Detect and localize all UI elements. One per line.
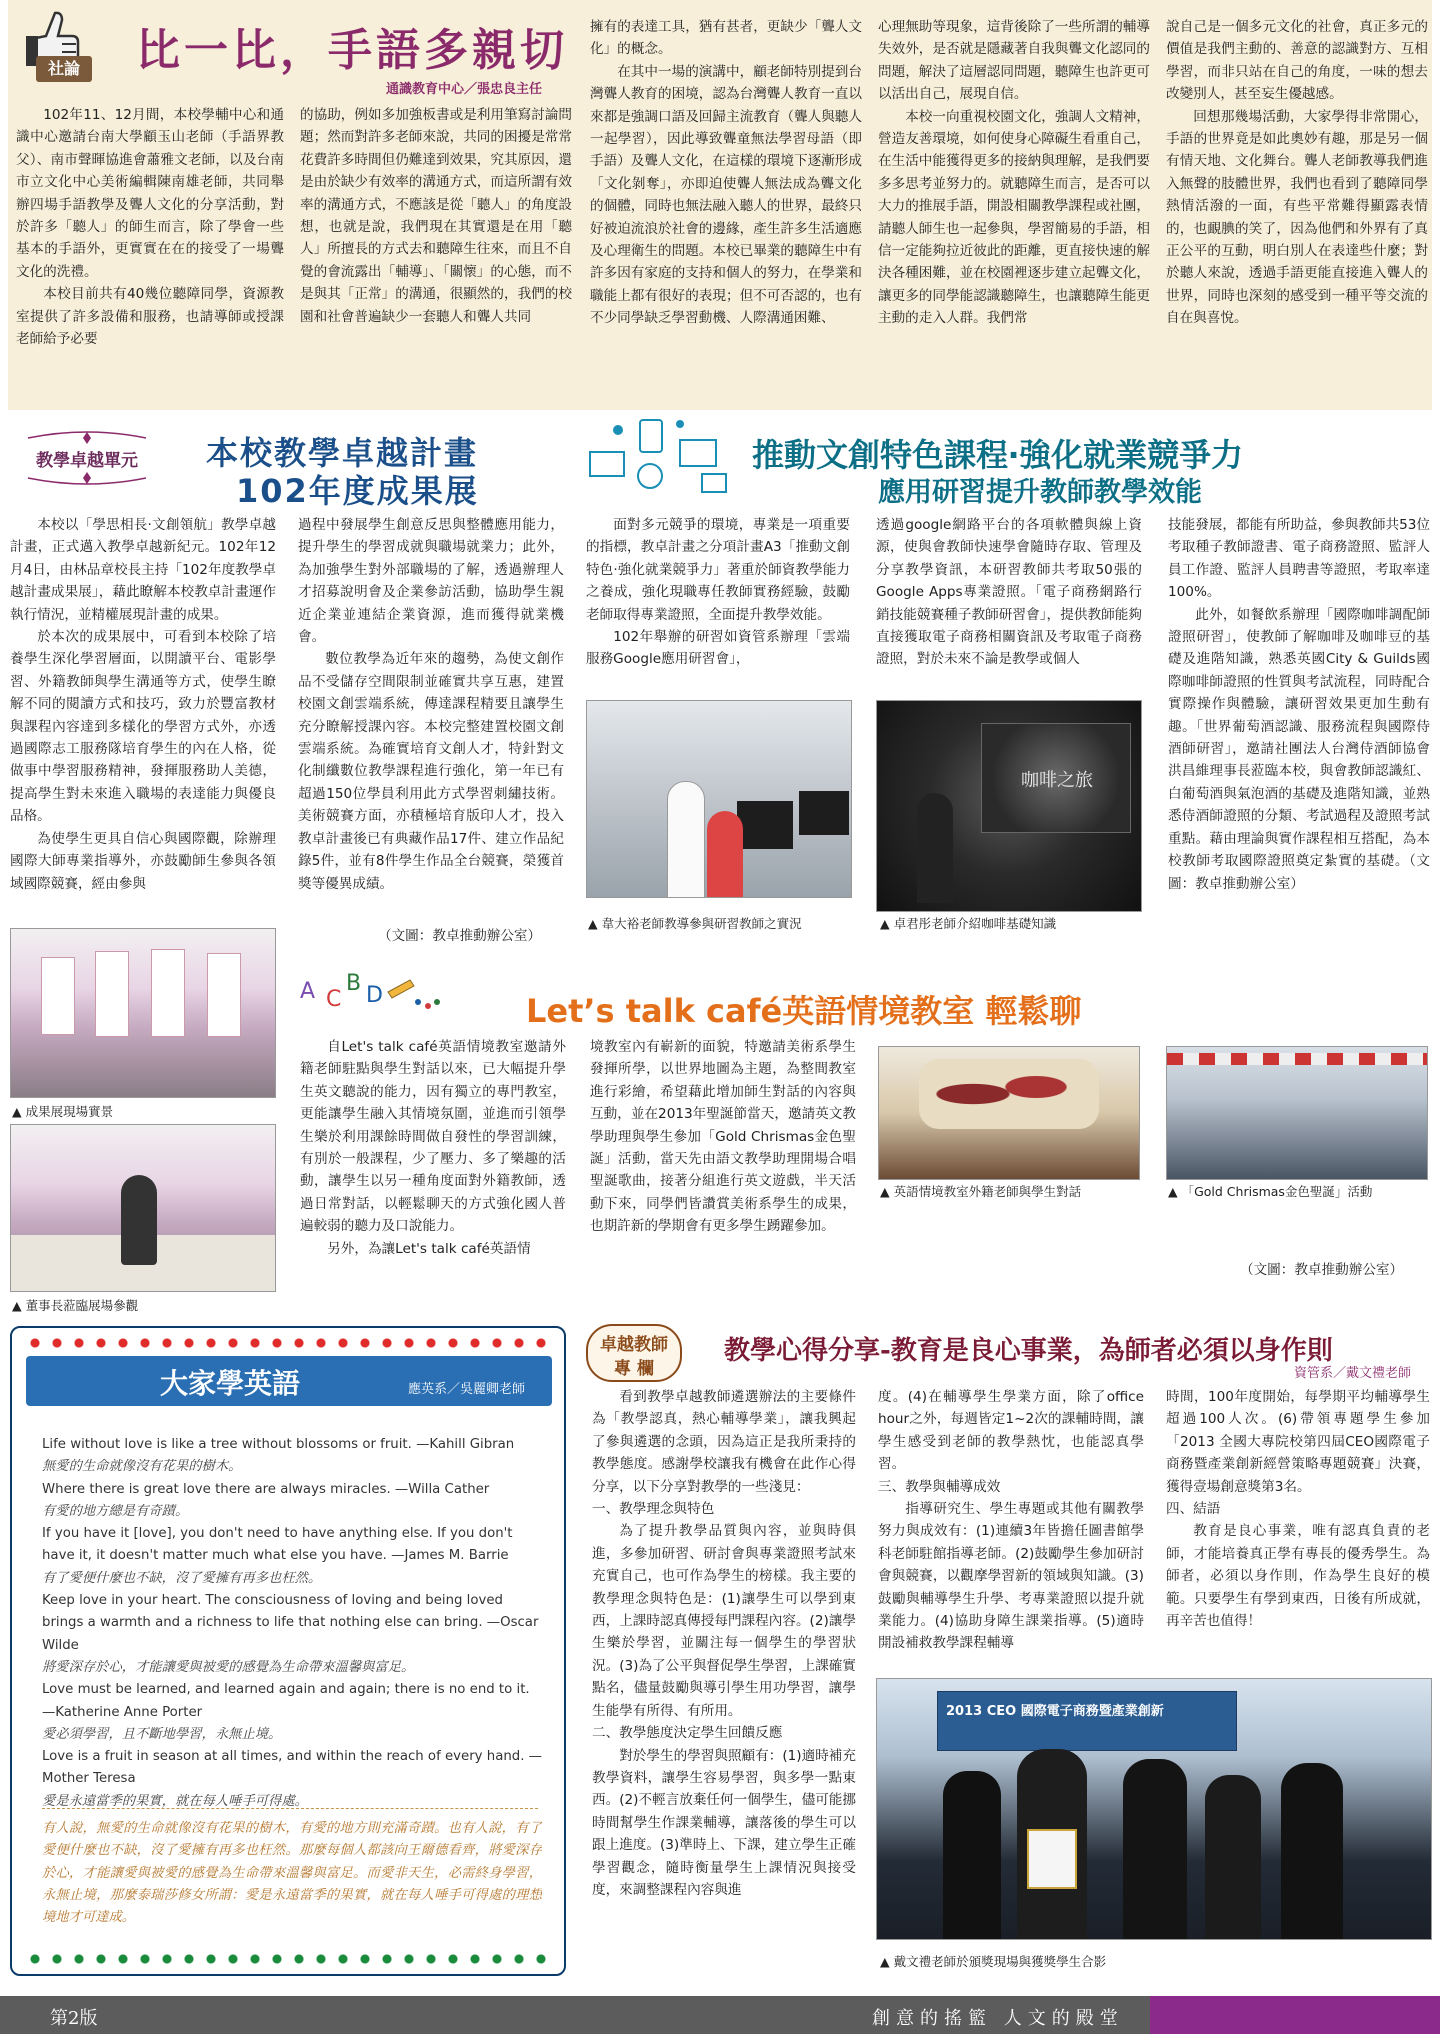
cafe-col2-text: 境教室內有嶄新的面貌，特邀請美術系學生發揮所學，以世界地圖為主題，為整間教室進行彩繪，希望藉此增加師生對話的內容與互動，並在2013年聖誕節當天，邀請英文教學助理與學生參加「Gold Chrismas金色聖誕」活動，當天先由語文教學助理開場合唱聖誕歌曲，接著分組進行英文遊戲，半天活動下來，同學們皆讚賞美術系學生的成果，也期許新的學期會有更多學生踴躍參加。 xyxy=(590,1039,856,1235)
editorial-col3-p2: 在其中一場的演講中，顧老師特別提到台灣聾人教育的困境，認為台灣聾人教育一直以來都是強調口語及回歸主流教育（聾人與聽人一起學習），因此導致聾童無法學習母語（即手語）及聾人文化，在這樣的環境下逐漸形成「文化剝奪」，亦即迫使聾人無法成為聾文化的個體，同時也無法融入聽人的世界，最終只好被迫流浪於社會的邊緣，產生許多生活適應及心理衛生的問題。本校已畢業的聽障生中有許多因有家庭的支持和個人的努力，在學業和職能上都有很好的表現；但不可否認的，也有不少同學缺乏學習動機、人際溝通困難、 xyxy=(590,63,862,327)
christmas-party-photo xyxy=(1166,1046,1428,1180)
world-map-mural xyxy=(919,1059,1099,1129)
english-title: 大家學英語 xyxy=(160,1367,301,1400)
teacher-col1-p2: 為了提升教學品質與內容，並與時俱進，多參加研習、研討會與專業證照考試來充實自己，也可作為學生的榜樣。我主要的教學理念與特色是：(1)讓學生可以學到東西，上課時認真傳授每門課程內容。(2)讓學生樂於學習，並關注每一個學生的學習狀況。(3)為了公平與督促學生學習，上課確實點名，儘量鼓勵與導引學生用功學習，讓學生能學有所得、有所用。 xyxy=(592,1523,856,1719)
exhibition-board-4 xyxy=(207,953,241,1037)
english-classroom-photo xyxy=(878,1046,1140,1180)
quote-4-en: Keep love in your heart. The consciousness of loving and being loved brings a warmth and a richness to life that nothing else can bring. —Oscar Wilde xyxy=(42,1593,539,1653)
excellence-col1-p3: 為使學生更具自信心與國際觀，除辦理國際大師專業指導外，亦鼓勵師生參與各領域國際競賽，經由參與 xyxy=(10,830,276,892)
editorial-col4 xyxy=(878,16,1150,396)
editorial-col1 xyxy=(16,104,284,394)
chairman-visit-photo xyxy=(10,1124,276,1292)
excellence-col2-p1: 過程中發展學生創意反思與整體應用能力，提升學生的學習成就與職場就業力；此外，為加強學生對外部職場的了解，透過辦理人才招募說明會及企業參訪活動，協助學生親近企業並連結企業資源，進而獲得就業機會。 xyxy=(298,517,564,646)
excellence-title-line1: 本校教學卓越計畫 xyxy=(206,434,479,472)
editorial-col1-p1: 102年11、12月間，本校學輔中心和通識中心邀請台南大學顧玉山老師（手語界教父）、南市聲暉協進會蕭雅文老師，以及台南市立文化中心美術編輯陳南雄老師，共同舉辦四場手語教學及聾人文化的分享活動，對於許多「聽人」的師生而言，除了學會一些基本的手語外，更實實在在的接受了一場聾文化的洗禮。 xyxy=(16,107,284,280)
editorial-col1-p2: 本校目前共有40幾位聽障同學，資源教室提供了許多設備和服務，也請導師或授課老師給予必要 xyxy=(16,286,284,348)
english-byline: 應英系／吳麗卿老師 xyxy=(408,1382,526,1397)
english-summary: 有人說，無愛的生命就像沒有花果的樹木，有愛的地方則充滿奇蹟。也有人說，有了愛便什麼也不缺，沒了愛擁有再多也枉然。那麼每個人都該向王爾德看齊，將愛深存於心，才能讓愛與被愛的感覺為生命帶來溫馨與富足。而愛非天生，必需終身學習，永無止境，那麼泰瑞莎修女所謂：愛是永遠當季的果實，就在每人唾手可得處的理想境地才可達成。 xyxy=(42,1821,542,1926)
excellence-col1-p2: 於本次的成果展中，可看到本校除了培養學生深化學習層面，以開讀平台、電影學習、外籍教師與學生溝通等方式，使學生瞭解不同的閱讀方式和技巧，致力於豐富教材與課程內容達到多樣化的學習方式外，亦透過國際志工服務隊培育學生的內在人格，從做事中學習服務精神，發揮服務助人美德，提高學生對未來進入職場的表達能力與優良品格。 xyxy=(10,629,276,825)
editorial-title: 比一比，手語多親切 xyxy=(136,25,568,76)
cafe-credit: （文圖：教卓推動辦公室） xyxy=(1240,1262,1404,1278)
teacher-col3-p2: 教育是良心事業，唯有認真負責的老師，才能培養真正學有專長的優秀學生。為師者，必須以身作則，作為學生良好的模範。只要學生有學到東西，日後有所成就，再辛苦也值得！ xyxy=(1166,1523,1430,1630)
editorial-col3 xyxy=(590,16,862,396)
computer-lab-caption: ▲ 韋大裕老師教導參與研習教師之實況 xyxy=(588,916,802,931)
exhibition-board-3 xyxy=(151,949,185,1037)
english-divider xyxy=(42,1808,538,1809)
quote-1-en: Life without love is like a tree without blossoms or fruit. —Kahill Gibran xyxy=(42,1437,515,1452)
svg-text:C: C xyxy=(326,987,342,1012)
teacher-badge xyxy=(586,1324,682,1382)
excellence-unit-badge xyxy=(22,430,152,486)
teacher-section xyxy=(580,1316,1440,1996)
excellence-col2 xyxy=(298,514,564,924)
editorial-col5 xyxy=(1166,16,1428,396)
teacher-col1-h1: 一、教學理念與特色 xyxy=(592,1501,715,1518)
editorial-col5-p2: 回想那幾場活動，大家學得非常開心，手語的世界竟是如此奧妙有趣，那是另一個有情天地、文化舞台。聾人老師教導我們進入無聲的肢體世界，我們也看到了聽障同學熱情活潑的一面，有些平常難得顯露表情的，也靦腆的笑了，因為他們和外界有了真正公平的互動，明白別人在表達些什麼；對於聽人來說，透過手語更能直接進入聾人的世界，同時也深刻的感受到一種平等交流的自在與喜悅。 xyxy=(1166,108,1428,327)
teacher-byline: 資管系／戴文禮老師 xyxy=(1294,1366,1412,1381)
coffee-slide xyxy=(981,723,1131,833)
editorial-section xyxy=(8,0,1432,410)
devices-icon xyxy=(584,414,740,500)
editorial-col2-text: 的協助，例如多加強板書或是利用筆寫討論問題；然而對許多老師來說，共同的困擾是常常花費許多時間但仍難達到效果，究其原因，還是由於缺少有效率的溝通方式，而這所謂有效率的溝通方式，不應該是從「聽人」的角度設想，也就是說，我們現在其實還是在用「聽人」所擅長的方式去和聽障生往來，而且不自覺的會流露出「輔導」、「關懷」的心態，而不是與其「正常」的溝通，很顯然的，我們的校園和社會普遍缺少一套聽人和聾人共同 xyxy=(300,107,572,325)
culture-col1 xyxy=(586,514,850,696)
chairman-visit-caption: ▲ 董事長蒞臨展場參觀 xyxy=(12,1298,139,1313)
teacher-col3-p1: 時間，100年度開始，每學期平均輔導學生超過100人次。(6)帶領專題學生參加「2013 全國大專院校第四屆CEO國際電子商務暨產業創新經營策略專題競賽」決賽，獲得壹場創意獎第3名。 xyxy=(1166,1389,1430,1495)
exhibition-photo xyxy=(10,928,276,1098)
culture-col1-p1: 面對多元競爭的環境，專業是一項重要的指標，教卓計畫之分項計畫A3「推動文創特色‧強化就業競爭力」著重於師資教學能力之養成，強化現職專任教師實務經驗，鼓勵老師取得專業證照，全面提升教學效能。 xyxy=(586,517,850,623)
exhibition-photo-caption: ▲ 成果展現場實景 xyxy=(12,1104,114,1119)
english-quotes xyxy=(42,1434,542,1809)
cafe-col1-text: 自Let's talk café英語情境教室邀請外籍老師駐點與學生對話以來，已大幅提升學生英文聽說的能力，因有獨立的專門教室，更能讓學生融入其情境氛圍，並進而引領學生樂於利用課餘時間做自發性的學習訓練，有別於一般課程，少了壓力、多了樂趣的活動，讓學生以另一種角度面對外籍教師，透過日常對話，以輕鬆聊天的方式強化國人普遍較弱的聽力及口說能力。 xyxy=(300,1039,566,1235)
christmas-decor xyxy=(1167,1053,1428,1065)
teacher-badge-line1: 卓越教師 xyxy=(600,1335,668,1355)
culture-col3 xyxy=(1168,514,1430,934)
teacher-col2-p2: 指導研究生、學生專題或其他有關教學努力與成效有：(1)連續3年皆擔任圖書館學科老師駐館指導老師。(2)鼓勵學生參加研討會與競賽，以觀摩學習新的領域與知識。(3)鼓勵與輔導學生升學、考專業證照以提升就業能力。(4)協助身障生課業指導。(5)適時開設補救教學課程輔導 xyxy=(878,1501,1144,1652)
editorial-byline: 通識教育中心／張忠良主任 xyxy=(386,82,543,97)
editorial-col2 xyxy=(300,104,572,394)
cafe-section xyxy=(290,960,1440,1310)
culture-col2-text: 透過google網路平台的各項軟體與線上資源，使與會教師快速學會隨時存取、管理及分享教學資訊，本研習教師共考取50張的Google Apps專業證照。「電子商務網路行銷技能競賽種子教師研習會」，提供教師能夠直接獲取電子商務相關資訊及考取電子商務證照，對於未來不論是教學或個人 xyxy=(876,517,1142,668)
svg-text:B: B xyxy=(346,971,362,996)
award-photo-caption: ▲ 戴文禮老師於頒獎現場與獲獎學生合影 xyxy=(880,1954,1107,1969)
teacher-col3 xyxy=(1166,1386,1430,1658)
culture-section xyxy=(580,410,1440,940)
excellence-unit-label: 教學卓越單元 xyxy=(36,451,138,471)
cafe-title: Let’s talk café英語情境教室 輕鬆聊 xyxy=(526,992,1082,1030)
cafe-col1 xyxy=(300,1036,566,1304)
award-person-1 xyxy=(943,1771,1001,1940)
english-box xyxy=(10,1326,566,1976)
footer-accent xyxy=(1150,1996,1440,2034)
excellence-credit: （文圖：教卓推動辦公室） xyxy=(378,928,542,944)
coffee-lecture-photo xyxy=(876,700,1142,912)
computer-lab-photo xyxy=(586,700,852,898)
culture-col3-p1: 技能發展，都能有所助益，參與教師共53位考取種子教師證書、電子商務證照、監評人員工作證、監評人員聘書等證照，考取率達100%。 xyxy=(1168,517,1430,601)
award-banner xyxy=(937,1691,1237,1751)
coffee-lecturer xyxy=(917,793,953,903)
teacher-col2-h1: 三、教學與輔導成效 xyxy=(878,1478,1001,1495)
quote-2-en: Where there is great love there are always miracles. —Willa Cather xyxy=(42,1481,490,1497)
computer-lab-monitor-2 xyxy=(799,791,849,835)
culture-title: 推動文創特色課程‧強化就業競爭力 xyxy=(752,436,1244,474)
english-title-bar xyxy=(26,1356,552,1406)
footer-motto: 創意的搖籃 人文的殿堂 xyxy=(872,2008,1124,2029)
exhibition-board-2 xyxy=(95,951,129,1037)
award-certificate xyxy=(1027,1829,1077,1889)
computer-lab-teacher xyxy=(667,781,705,898)
computer-lab-monitor-1 xyxy=(737,801,793,849)
culture-subtitle: 應用研習提升教師教學效能 xyxy=(878,477,1202,508)
editorial-col4-p1: 心理無助等現象，這背後除了一些所謂的輔導失效外，是否就是隱藏著自我與聾文化認同的問題，解決了這層認同問題，聽障生也許更可以活出自己，展現自信。 xyxy=(878,19,1150,103)
footer-bar xyxy=(0,1996,1440,2034)
coffee-slide-text: 咖啡之旅 xyxy=(1021,770,1093,791)
award-photo xyxy=(876,1678,1432,1940)
award-banner-text: 2013 CEO 國際電子商務暨產業創新 xyxy=(946,1704,1164,1719)
christmas-party-caption: ▲ 「Gold Chrismas金色聖誕」活動 xyxy=(1168,1184,1373,1199)
quote-6-zh: 愛是永遠當季的果實，就在每人唾手可得處。 xyxy=(42,1793,308,1809)
abcd-doodle-icon xyxy=(292,962,442,1018)
quote-3-zh: 有了愛便什麼也不缺，沒了愛擁有再多也枉然。 xyxy=(42,1570,322,1586)
quote-4-zh: 將愛深存於心，才能讓愛與被愛的感覺為生命帶來溫馨與富足。 xyxy=(42,1659,415,1675)
computer-lab-student xyxy=(707,811,743,898)
page-number: 第2版 xyxy=(50,2008,98,2029)
quote-2-zh: 有愛的地方總是有奇蹟。 xyxy=(42,1503,189,1519)
english-classroom-caption: ▲ 英語情境教室外籍老師與學生對話 xyxy=(880,1184,1082,1199)
english-dots-top xyxy=(24,1336,554,1350)
award-person-5 xyxy=(1281,1763,1343,1940)
quote-5-en: Love must be learned, and learned again and again; there is no end to it. —Katherine Anne Porter xyxy=(42,1682,530,1720)
cafe-col2 xyxy=(590,1036,856,1296)
exhibition-board-1 xyxy=(41,957,75,1035)
editorial-tag: 社論 xyxy=(36,56,92,82)
quote-6-en: Love is a fruit in season at all times, and within the reach of every hand. —Mother Teresa xyxy=(42,1749,542,1787)
culture-col1-p2: 102年舉辦的研習如資管系辦理「雲端服務Google應用研習會」， xyxy=(586,629,850,668)
quote-3-en: If you have it [love], you don't need to have anything else. If you don't have it, it doesn't matter much what else you have. —James M. Barrie xyxy=(42,1526,513,1564)
cafe-col1-tail: 另外，為讓Let's talk café英語情 xyxy=(327,1240,531,1257)
culture-col2 xyxy=(876,514,1142,696)
teacher-col1 xyxy=(592,1386,856,1932)
coffee-lecture-caption: ▲ 卓君彤老師介紹咖啡基礎知識 xyxy=(880,916,1057,931)
quote-1-zh: 無愛的生命就像沒有花果的樹木。 xyxy=(42,1459,242,1475)
quote-5-zh: 愛必須學習，且不斷地學習，永無止境。 xyxy=(42,1726,282,1742)
award-person-3 xyxy=(1123,1759,1187,1940)
excellence-col1 xyxy=(10,514,276,934)
teacher-title: 教學心得分享-教育是良心事業，為師者必須以身作則 xyxy=(724,1336,1333,1366)
svg-text:A: A xyxy=(300,979,316,1004)
chairman-visit-person xyxy=(121,1175,157,1265)
excellence-col2-p2: 數位教學為近年來的趨勢，為使文創作品不受儲存空間限制並確實共享互惠，建置校園文創雲端系統，傳達課程精要且讓學生充分瞭解授課內容。本校完整建置校園文創雲端系統。為確實培育文創人才，特針對文化制纖數位教學課程進行強化，第一年已有超過150位學員利用此方式學習刺繡技術。美術競賽方面，亦積極培育版印人才，投入教卓計畫後已有典藏作品17件、建立作品紀錄5件，並有8件學生作品全台競賽，榮獲首獎等優異成績。 xyxy=(298,651,564,892)
teacher-badge-line2: 專 欄 xyxy=(614,1359,654,1379)
editorial-col3-p1: 擁有的表達工具，猶有甚者，更缺少「聾人文化」的概念。 xyxy=(590,19,862,58)
teacher-col2-p1: 度。(4)在輔導學生學業方面，除了office hour之外，每週皆定1~2次的課輔時間，讓學生感受到老師的教學熱忱，也能認真學習。 xyxy=(878,1389,1144,1473)
teacher-col3-h1: 四、結語 xyxy=(1166,1501,1221,1518)
excellence-title-line2: 102年度成果展 xyxy=(236,472,479,510)
teacher-col1-p1: 看到教學卓越教師遴選辦法的主要條件為「教學認真，熱心輔導學業」，讓我興起了參與遴選的念頭，因為這正是我所秉持的教學態度。感謝學校讓我有機會在此作心得分享，以下分享對教學的一些淺見： xyxy=(592,1389,856,1495)
editorial-col4-p2: 本校一向重視校園文化，強調人文精神，營造友善環境，如何使身心障礙生看重自己，在生活中能獲得更多的接納與理解，是我們要多多思考並努力的。就聽障生而言，是否可以大力的推展手語，開設相關教學課程或社團，請聽人師生也一起參與，學習簡易的手語，相信一定能夠拉近彼此的距離，更直接快速的解決各種困難，並在校園裡逐步建立起聾文化，讓更多的同學能認識聽障生，也讓聽障生能更主動的走入人群。我們常 xyxy=(878,108,1150,327)
english-dots-bottom xyxy=(24,1952,554,1966)
award-person-4 xyxy=(1205,1775,1261,1940)
editorial-col5-p1: 說自己是一個多元文化的社會，真正多元的價值是我們主動的、善意的認識對方、互相學習，而非只站在自己的角度，一味的想去改變別人，甚至妄生優越感。 xyxy=(1166,19,1428,103)
svg-text:D: D xyxy=(366,983,383,1008)
teacher-col1-h2: 二、教學態度決定學生回饋反應 xyxy=(592,1725,783,1742)
culture-col3-p2: 此外，如餐飲系辦理「國際咖啡調配師證照研習」，使教師了解咖啡及咖啡豆的基礎及進階知識，熟悉英國City & Guilds國際咖啡師證照的性質與考試流程，同時配合實際操作與體驗，讓研習效果更加生動有趣。「世界葡萄酒認識、服務流程與國際侍酒師研習」，邀請社團法人台灣侍酒師協會洪昌維理事長蒞臨本校，與會教師認識紅、白葡萄酒與氣泡酒的基礎及進階知識，並熟悉侍酒師證照的分類、考試過程及證照考試重點。藉由理論與實作課程相互搭配，為本校教師考取國際證照奠定紮實的基礎。（文圖：教卓推動辦公室） xyxy=(1168,606,1430,892)
teacher-col1-p3: 對於學生的學習與照顧有：(1)適時補充教學資料，讓學生容易學習，與多學一點東西。(2)不輕言放棄任何一個學生，儘可能挪時間幫學生作課業輔導，讓落後的學生可以跟上進度。(3)準時上、下課，建立學生正確學習觀念，隨時衡量學生上課情況與接受度，來調整課程內容與進 xyxy=(592,1747,856,1898)
teacher-col2 xyxy=(878,1386,1144,1658)
excellence-col1-p1: 本校以「學思相長‧文創領航」教學卓越計畫，正式邁入教學卓越新紀元。102年12月4日，由林品章校長主持「102年度教學卓越計畫成果展」，藉此瞭解本校教卓計畫運作執行情況，並精權展現計畫的成果。 xyxy=(10,517,276,623)
